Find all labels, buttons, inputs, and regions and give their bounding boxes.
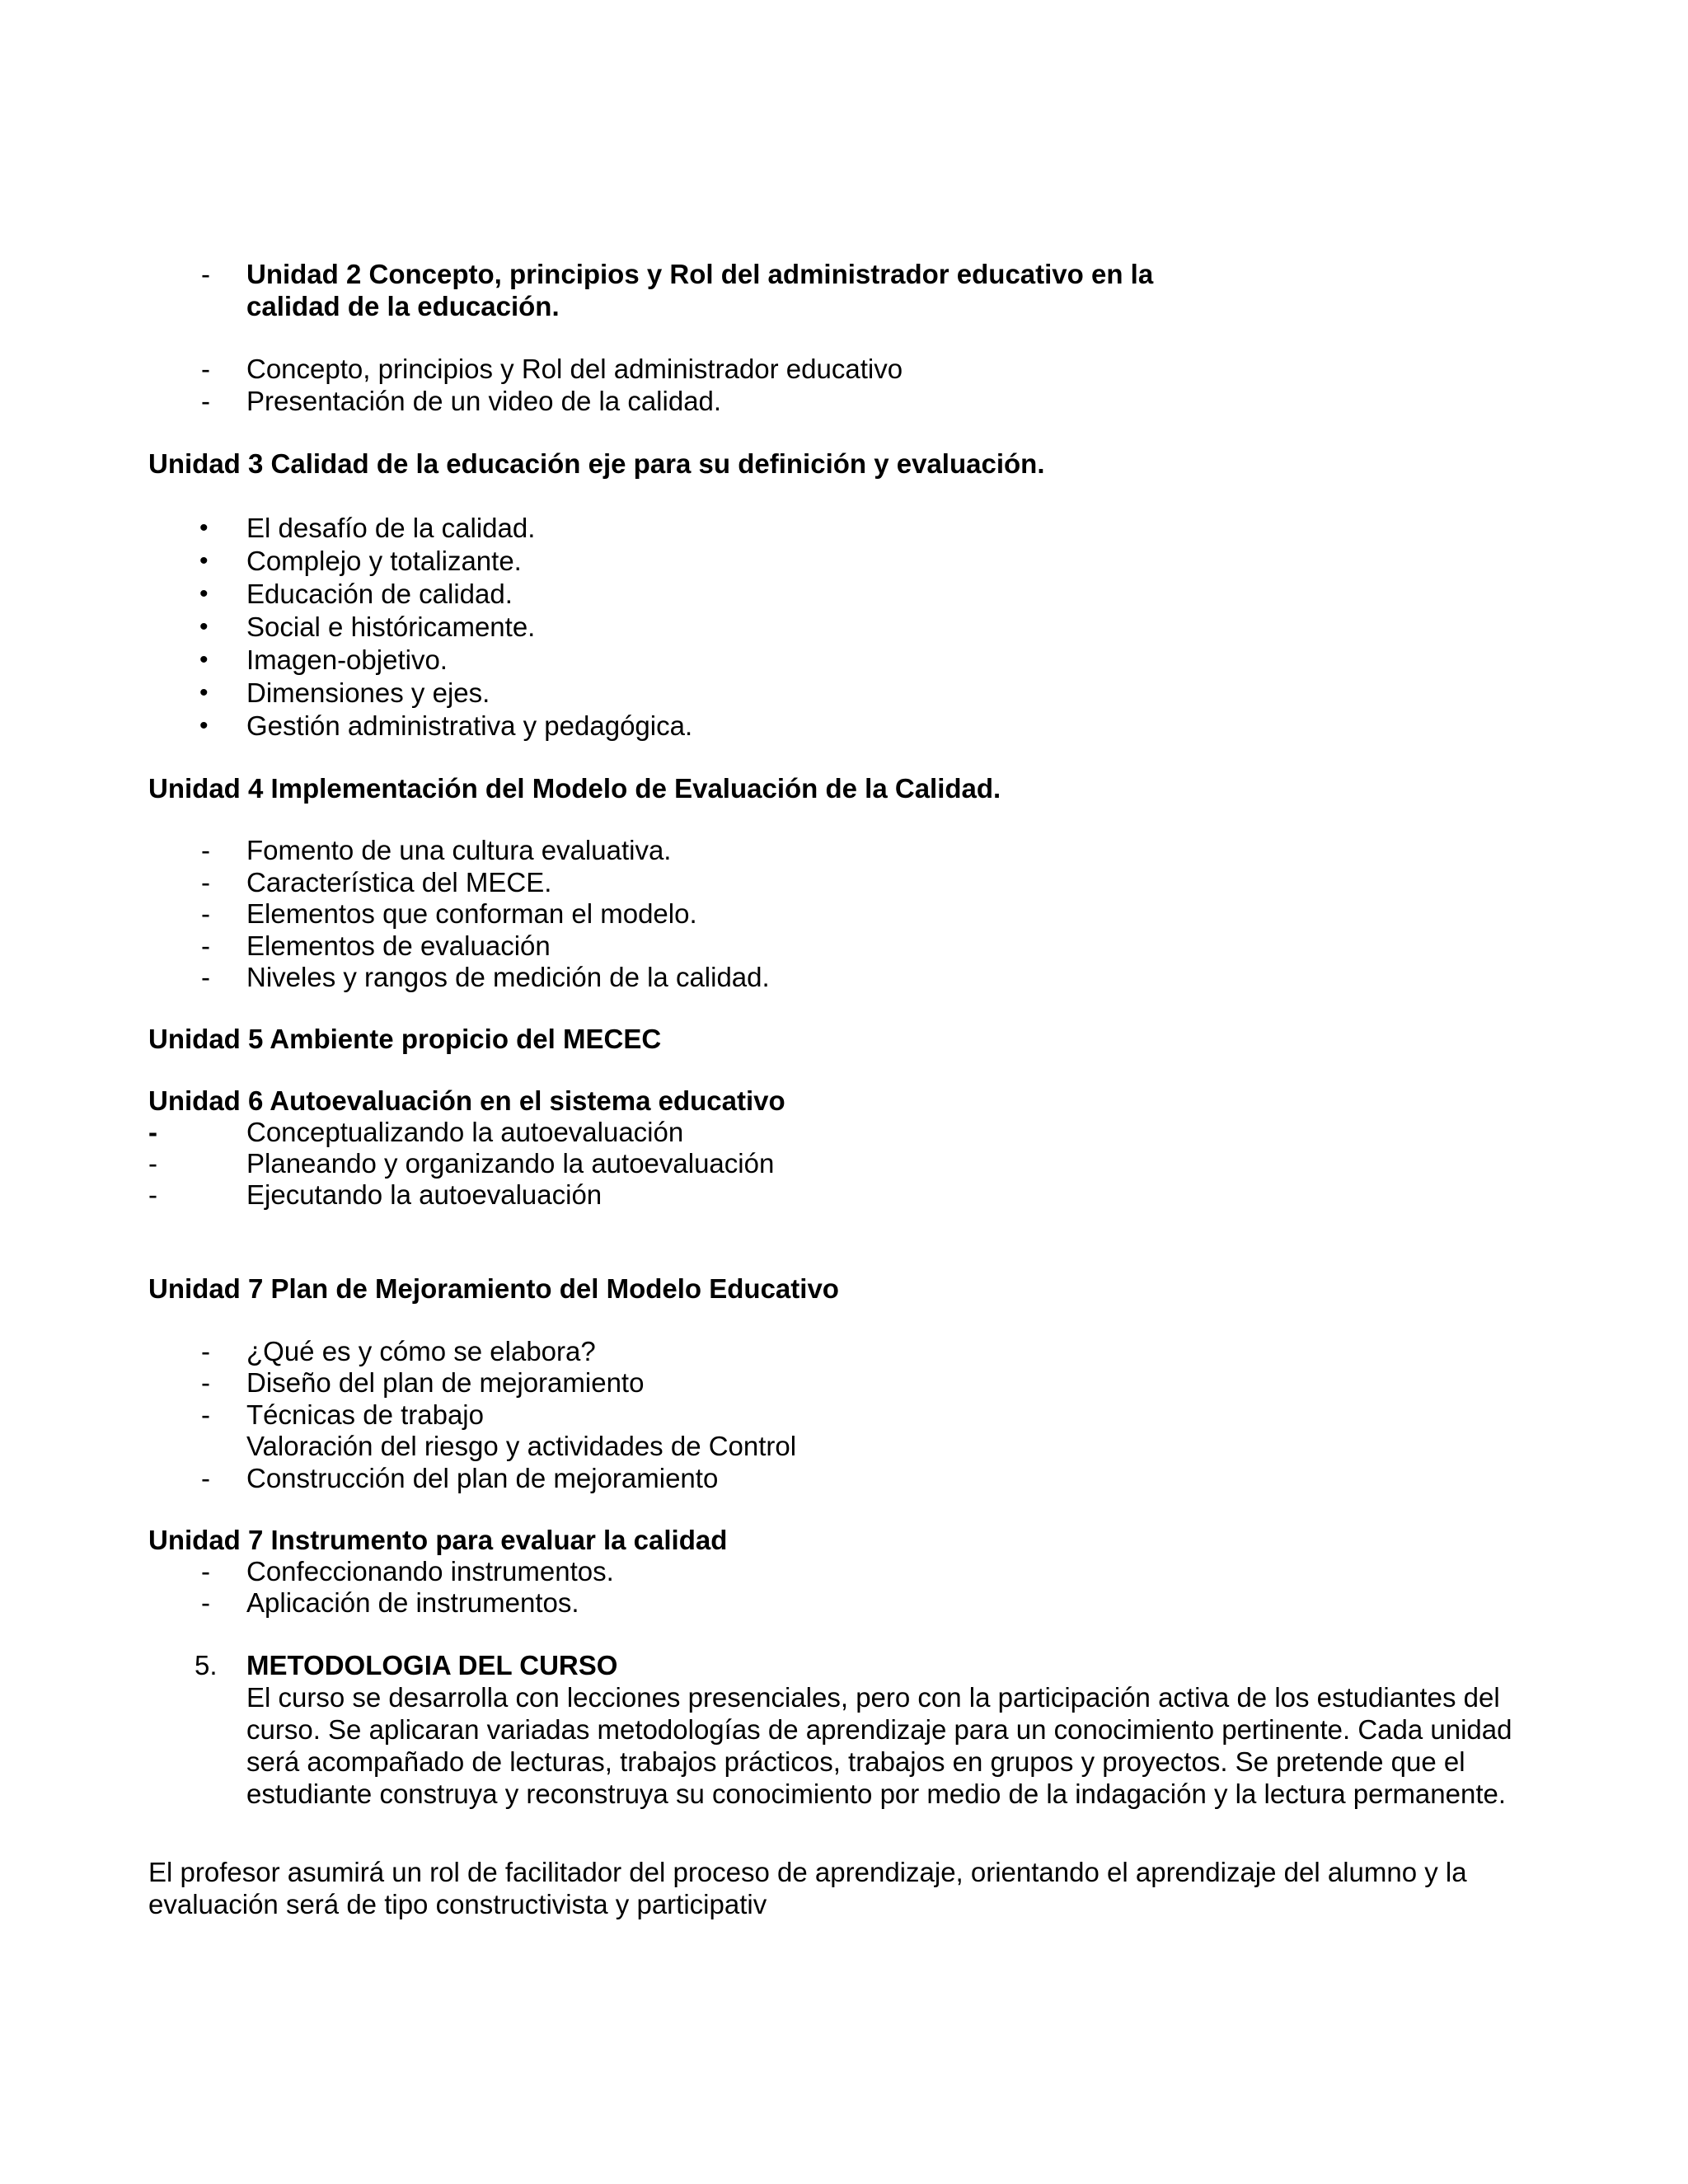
list-item xyxy=(148,545,1550,577)
unit4-heading-text: Unidad 4 Implementación del Modelo de Evaluación de la Calidad. xyxy=(148,773,1001,804)
section-number: 5. xyxy=(195,1650,218,1680)
list-item xyxy=(148,1399,1550,1431)
list-item xyxy=(148,611,1550,643)
list-item xyxy=(148,677,1550,709)
unit2-heading-text: Unidad 2 Concepto, principios y Rol del administrador educativo en la xyxy=(246,259,1154,289)
list-item-text: Educación de calidad. xyxy=(246,579,513,609)
dash-marker: - xyxy=(201,835,210,865)
list-item xyxy=(148,1147,1550,1179)
list-item-text: Valoración del riesgo y actividades de Control xyxy=(246,1431,797,1461)
bullet-marker: • xyxy=(199,679,209,706)
unit7a-heading-text: Unidad 7 Plan de Mejoramiento del Modelo Educativo xyxy=(148,1273,839,1304)
list-item-text: Presentación de un video de la calidad. xyxy=(246,386,722,416)
list-item xyxy=(148,710,1550,742)
unit4-heading xyxy=(148,772,1550,804)
dash-marker: - xyxy=(201,1367,210,1398)
list-item xyxy=(148,385,1550,417)
list-item-text: Característica del MECE. xyxy=(246,867,552,898)
bullet-marker: • xyxy=(199,613,209,640)
list-item xyxy=(148,866,1550,898)
list-item-text: Dimensiones y ejes. xyxy=(246,677,490,708)
bullet-marker: • xyxy=(199,547,209,574)
dash-marker: - xyxy=(201,1463,210,1493)
dash-marker: - xyxy=(201,1399,210,1430)
list-item-text: Niveles y rangos de medición de la calidad. xyxy=(246,962,770,992)
dash-marker: - xyxy=(201,867,210,898)
list-item-text: El desafío de la calidad. xyxy=(246,513,536,543)
list-item xyxy=(148,1555,1550,1587)
methodology-paragraph: El curso se desarrolla con lecciones presenciales, pero con la participación activa de los estudiantes del curso. Se aplicaran variadas metodologías de aprendizaje para un conocimiento pertinente. Cada unidad será acompañado de lecturas, trabajos prácticos, trabajos en grupos y proyectos. Se pretende que el estudiante construya y reconstruya su conocimiento por medio de la indagación y la lectura permanente. xyxy=(246,1682,1512,1809)
list-item-text: Elementos de evaluación xyxy=(246,930,551,961)
bullet-marker: • xyxy=(199,646,209,673)
list-item xyxy=(148,353,1550,385)
list-item xyxy=(148,644,1550,676)
dash-marker: - xyxy=(201,259,210,289)
unit2-heading-line2 xyxy=(148,290,1550,322)
list-item-text: ¿Qué es y cómo se elabora? xyxy=(246,1336,596,1366)
list-item-text: Confeccionando instrumentos. xyxy=(246,1556,614,1586)
section-title: METODOLOGIA DEL CURSO xyxy=(246,1650,618,1680)
dash-marker: - xyxy=(201,1587,210,1618)
unit2-heading-text-cont: calidad de la educación. xyxy=(246,291,560,321)
unit3-heading xyxy=(148,448,1550,480)
unit3-heading-text: Unidad 3 Calidad de la educación eje para su definición y evaluación. xyxy=(148,448,1045,479)
bullet-marker: • xyxy=(199,580,209,607)
unit5-heading-text: Unidad 5 Ambiente propicio del MECEC xyxy=(148,1024,662,1054)
list-item xyxy=(148,961,1550,993)
list-item xyxy=(148,512,1550,544)
dash-marker: - xyxy=(148,1148,157,1179)
unit7b-heading-text: Unidad 7 Instrumento para evaluar la calidad xyxy=(148,1525,728,1555)
dash-marker: - xyxy=(201,930,210,961)
list-item xyxy=(148,1335,1550,1367)
list-item-text: Imagen-objetivo. xyxy=(246,644,448,675)
list-item xyxy=(148,1586,1550,1619)
dash-marker: - xyxy=(148,1117,157,1147)
list-item-text: Construcción del plan de mejoramiento xyxy=(246,1463,719,1493)
list-item xyxy=(148,1462,1550,1494)
unit7b-heading xyxy=(148,1524,1550,1556)
list-item-text: Aplicación de instrumentos. xyxy=(246,1587,579,1618)
list-item xyxy=(148,578,1550,610)
unit2-heading-line1 xyxy=(148,258,1550,290)
dash-marker: - xyxy=(201,354,210,384)
list-item-text: Elementos que conforman el modelo. xyxy=(246,898,697,929)
list-item-text: Ejecutando la autoevaluación xyxy=(246,1179,603,1210)
list-item xyxy=(148,1116,1550,1148)
list-item-text: Técnicas de trabajo xyxy=(246,1399,484,1430)
unit6-heading xyxy=(148,1085,1550,1117)
list-item-continuation xyxy=(148,1430,1550,1462)
unit6-heading-text: Unidad 6 Autoevaluación en el sistema educativo xyxy=(148,1085,785,1116)
list-item xyxy=(148,898,1550,930)
list-item xyxy=(148,930,1550,962)
list-item xyxy=(148,1179,1550,1211)
list-item-text: Gestión administrativa y pedagógica. xyxy=(246,710,693,741)
dash-marker: - xyxy=(201,1336,210,1366)
list-item xyxy=(148,834,1550,866)
unit5-heading xyxy=(148,1023,1550,1055)
list-item-text: Conceptualizando la autoevaluación xyxy=(246,1117,684,1147)
list-item-text: Social e históricamente. xyxy=(246,612,536,642)
list-item-text: Fomento de una cultura evaluativa. xyxy=(246,835,672,865)
bullet-marker: • xyxy=(199,514,209,541)
dash-marker: - xyxy=(201,386,210,416)
list-item-text: Diseño del plan de mejoramiento xyxy=(246,1367,645,1398)
dash-marker: - xyxy=(201,962,210,992)
list-item-text: Concepto, principios y Rol del administrador educativo xyxy=(246,354,903,384)
list-item-text: Planeando y organizando la autoevaluación xyxy=(246,1148,775,1179)
list-item xyxy=(148,1366,1550,1399)
dash-marker: - xyxy=(201,1556,210,1586)
closing-paragraph: El profesor asumirá un rol de facilitador del proceso de aprendizaje, orientando el aprendizaje del alumno y la evaluación será de tipo constructivista y participativ xyxy=(148,1857,1467,1919)
list-item-text: Complejo y totalizante. xyxy=(246,546,522,576)
section5-heading xyxy=(148,1649,1550,1681)
bullet-marker: • xyxy=(199,712,209,739)
dash-marker: - xyxy=(148,1179,157,1210)
unit7a-heading xyxy=(148,1272,1550,1305)
dash-marker: - xyxy=(201,898,210,929)
